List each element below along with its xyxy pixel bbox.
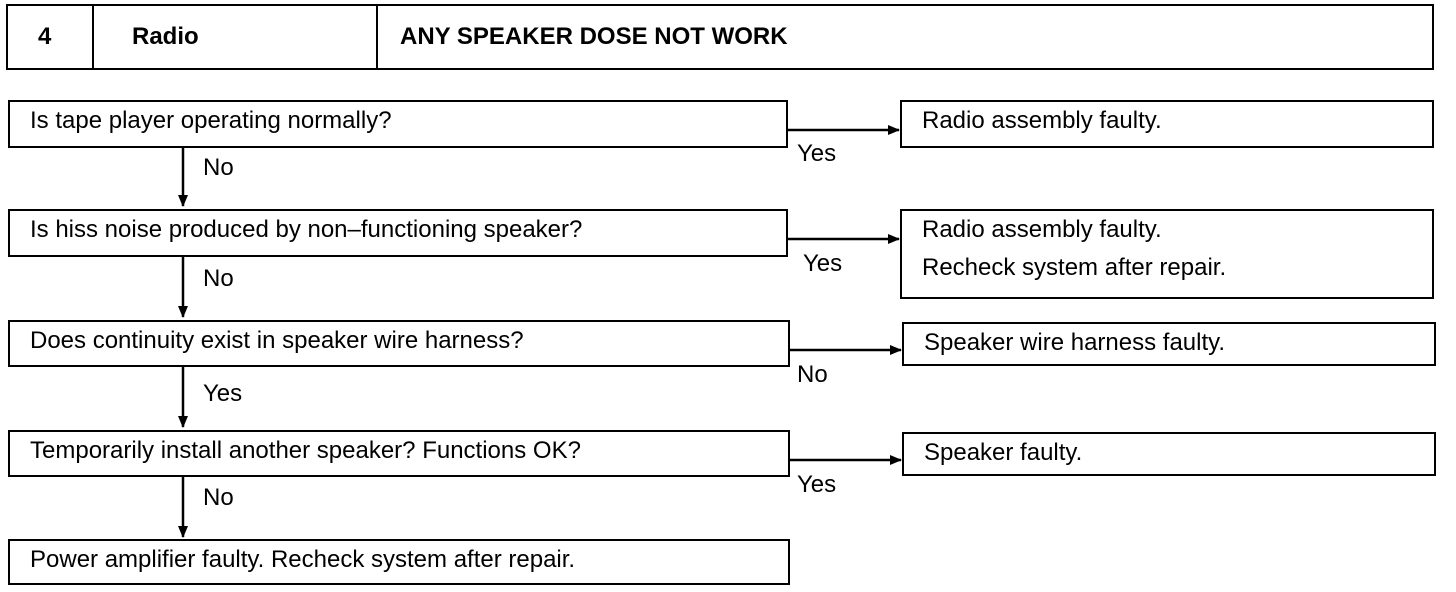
- question-text: Does continuity exist in speaker wire harness?: [30, 327, 524, 354]
- final-result-text: Power amplifier faulty. Recheck system after repair.: [30, 546, 576, 573]
- question-box: [8, 430, 790, 477]
- branch-label-right: No: [797, 361, 828, 388]
- result-text: Radio assembly faulty.: [922, 216, 1162, 243]
- result-box: [900, 100, 1434, 148]
- question-text: Is tape player operating normally?: [30, 107, 392, 134]
- result-box: [900, 209, 1434, 299]
- result-text: Speaker wire harness faulty.: [924, 329, 1226, 356]
- question-box: [8, 320, 790, 367]
- branch-label-down: No: [203, 154, 234, 181]
- header-section: Radio: [132, 23, 199, 50]
- branch-label-right: Yes: [797, 471, 837, 498]
- branch-label-right: Yes: [797, 140, 837, 167]
- result-text: Speaker faulty.: [924, 439, 1083, 466]
- result-text: Recheck system after repair.: [922, 254, 1227, 281]
- question-box: [8, 100, 788, 148]
- branch-label-down: Yes: [203, 380, 243, 407]
- question-box: [8, 209, 788, 257]
- question-text: Is hiss noise produced by non–functioning speaker?: [30, 216, 583, 243]
- header-title: ANY SPEAKER DOSE NOT WORK: [400, 23, 788, 50]
- branch-label-down: No: [203, 484, 234, 511]
- result-box: [902, 432, 1436, 476]
- branch-label-right: Yes: [803, 250, 843, 277]
- header-number: 4: [38, 23, 52, 50]
- branch-label-down: No: [203, 265, 234, 292]
- question-text: Temporarily install another speaker? Functions OK?: [30, 437, 581, 464]
- result-text: Radio assembly faulty.: [922, 107, 1162, 134]
- result-box: [902, 322, 1436, 366]
- final-result-box: [8, 539, 790, 585]
